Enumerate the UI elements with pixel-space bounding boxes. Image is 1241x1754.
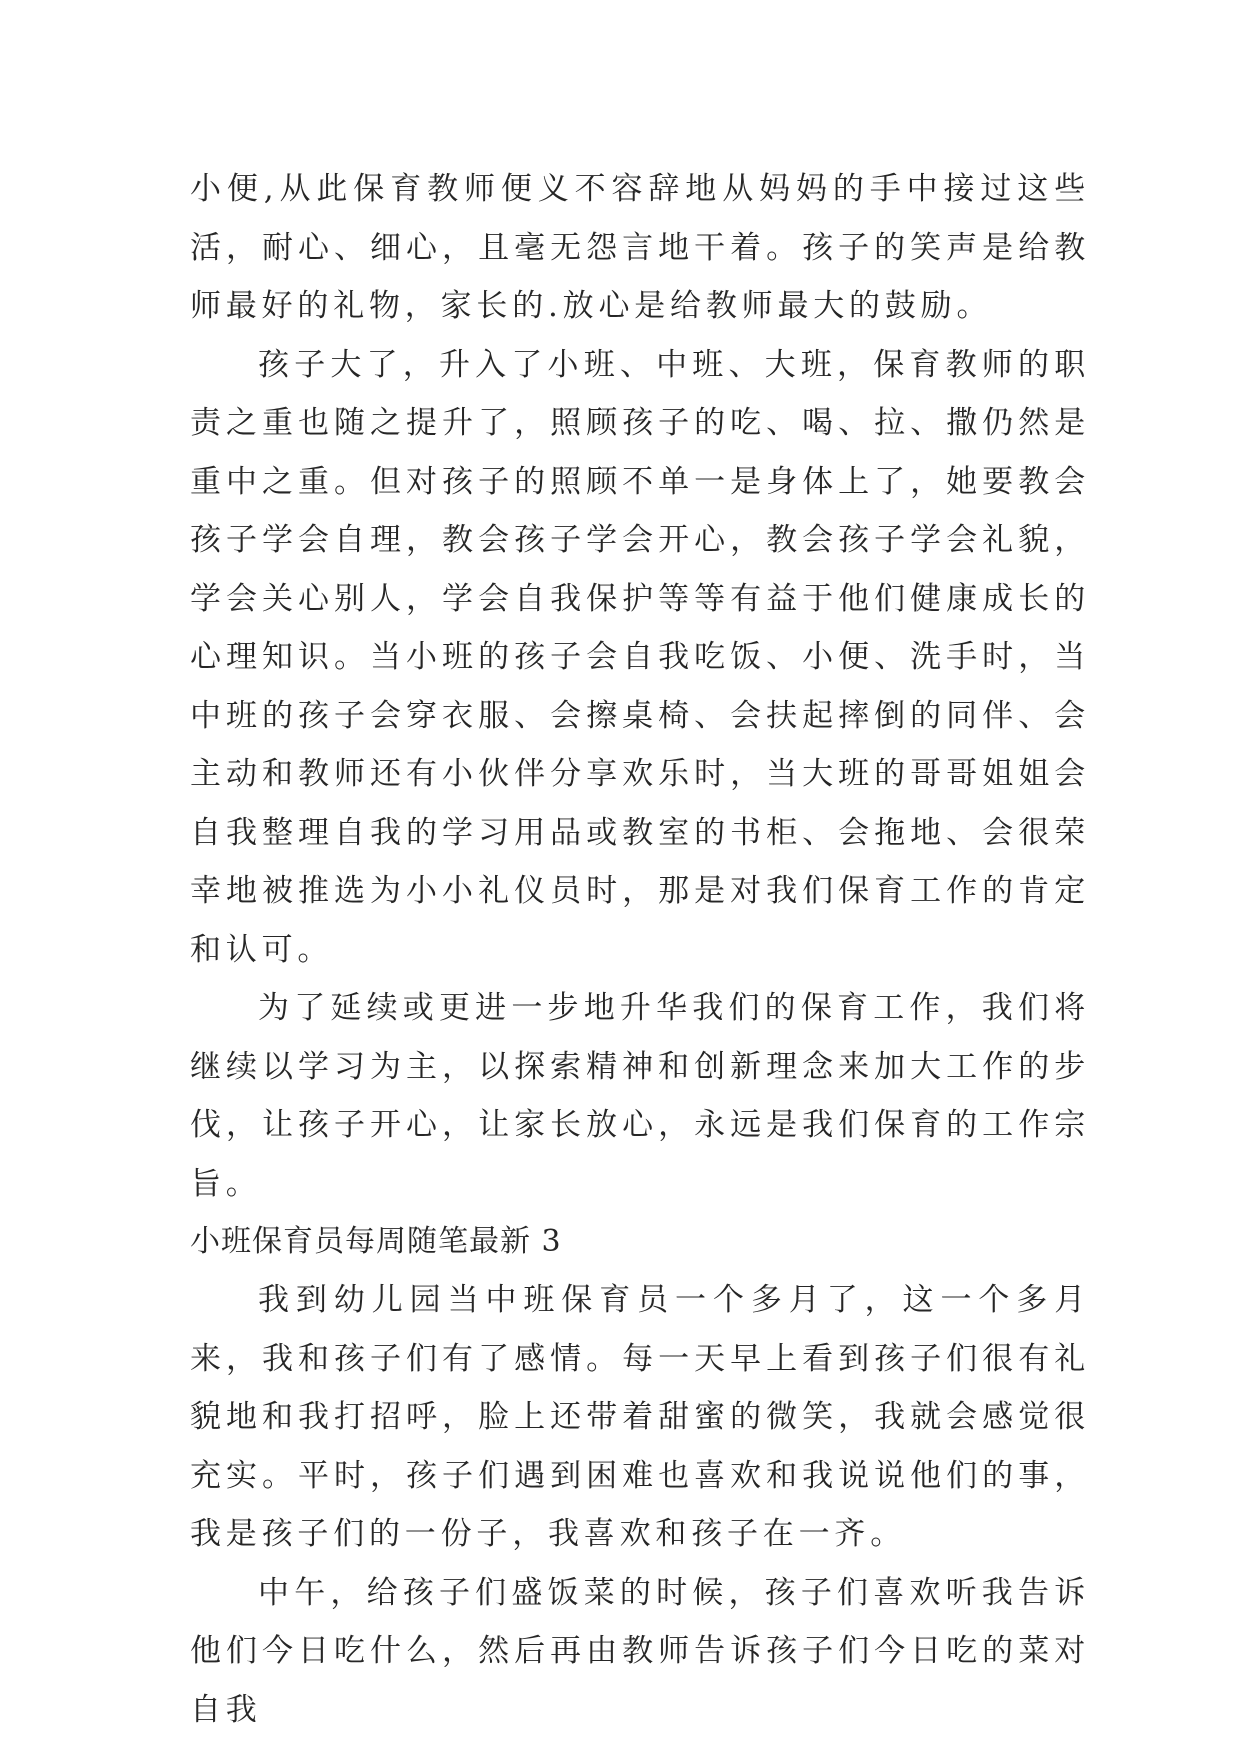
- paragraph-5: 中午，给孩子们盛饭菜的时候，孩子们喜欢听我告诉他们今日吃什么，然后再由教师告诉孩子们今日吃的菜对自我: [190, 1574, 1090, 1728]
- paragraph-2: 孩子大了，升入了小班、中班、大班，保育教师的职责之重也随之提升了，照顾孩子的吃、喝、拉、撒仍然是重中之重。但对孩子的照顾不单一是身体上了，她要教会孩子学会自理，教会孩子学会开心，教会孩子学会礼貌，学会关心别人，学会自我保护等等有益于他们健康成长的心理知识。当小班的孩子会自我吃饭、小便、洗手时，当中班的孩子会穿衣服、会擦桌椅、会扶起摔倒的同伴、会主动和教师还有小伙伴分享欢乐时，当大班的哥哥姐姐会自我整理自我的学习用品或教室的书柜、会拖地、会很荣幸地被推选为小小礼仪员时，那是对我们保育工作的肯定和认可。: [190, 346, 1090, 968]
- document-body: [190, 160, 1090, 1739]
- paragraph-3: 为了延续或更进一步地升华我们的保育工作，我们将继续以学习为主，以探索精神和创新理念来加大工作的步伐，让孩子开心，让家长放心，永远是我们保育的工作宗旨。: [190, 990, 1090, 1202]
- section-heading: 小班保育员每周随笔最新 3: [190, 1224, 562, 1259]
- paragraph-4: 我到幼儿园当中班保育员一个多月了，这一个多月来，我和孩子们有了感情。每一天早上看到孩子们很有礼貌地和我打招呼，脸上还带着甜蜜的微笑，我就会感觉很充实。平时，孩子们遇到困难也喜欢和我说说他们的事，我是孩子们的一份子，我喜欢和孩子在一齐。: [190, 1282, 1090, 1552]
- paragraph-1: 小便,从此保育教师便义不容辞地从妈妈的手中接过这些活，耐心、细心，且毫无怨言地干着。孩子的笑声是给教师最好的礼物，家长的.放心是给教师最大的鼓励。: [190, 171, 1090, 324]
